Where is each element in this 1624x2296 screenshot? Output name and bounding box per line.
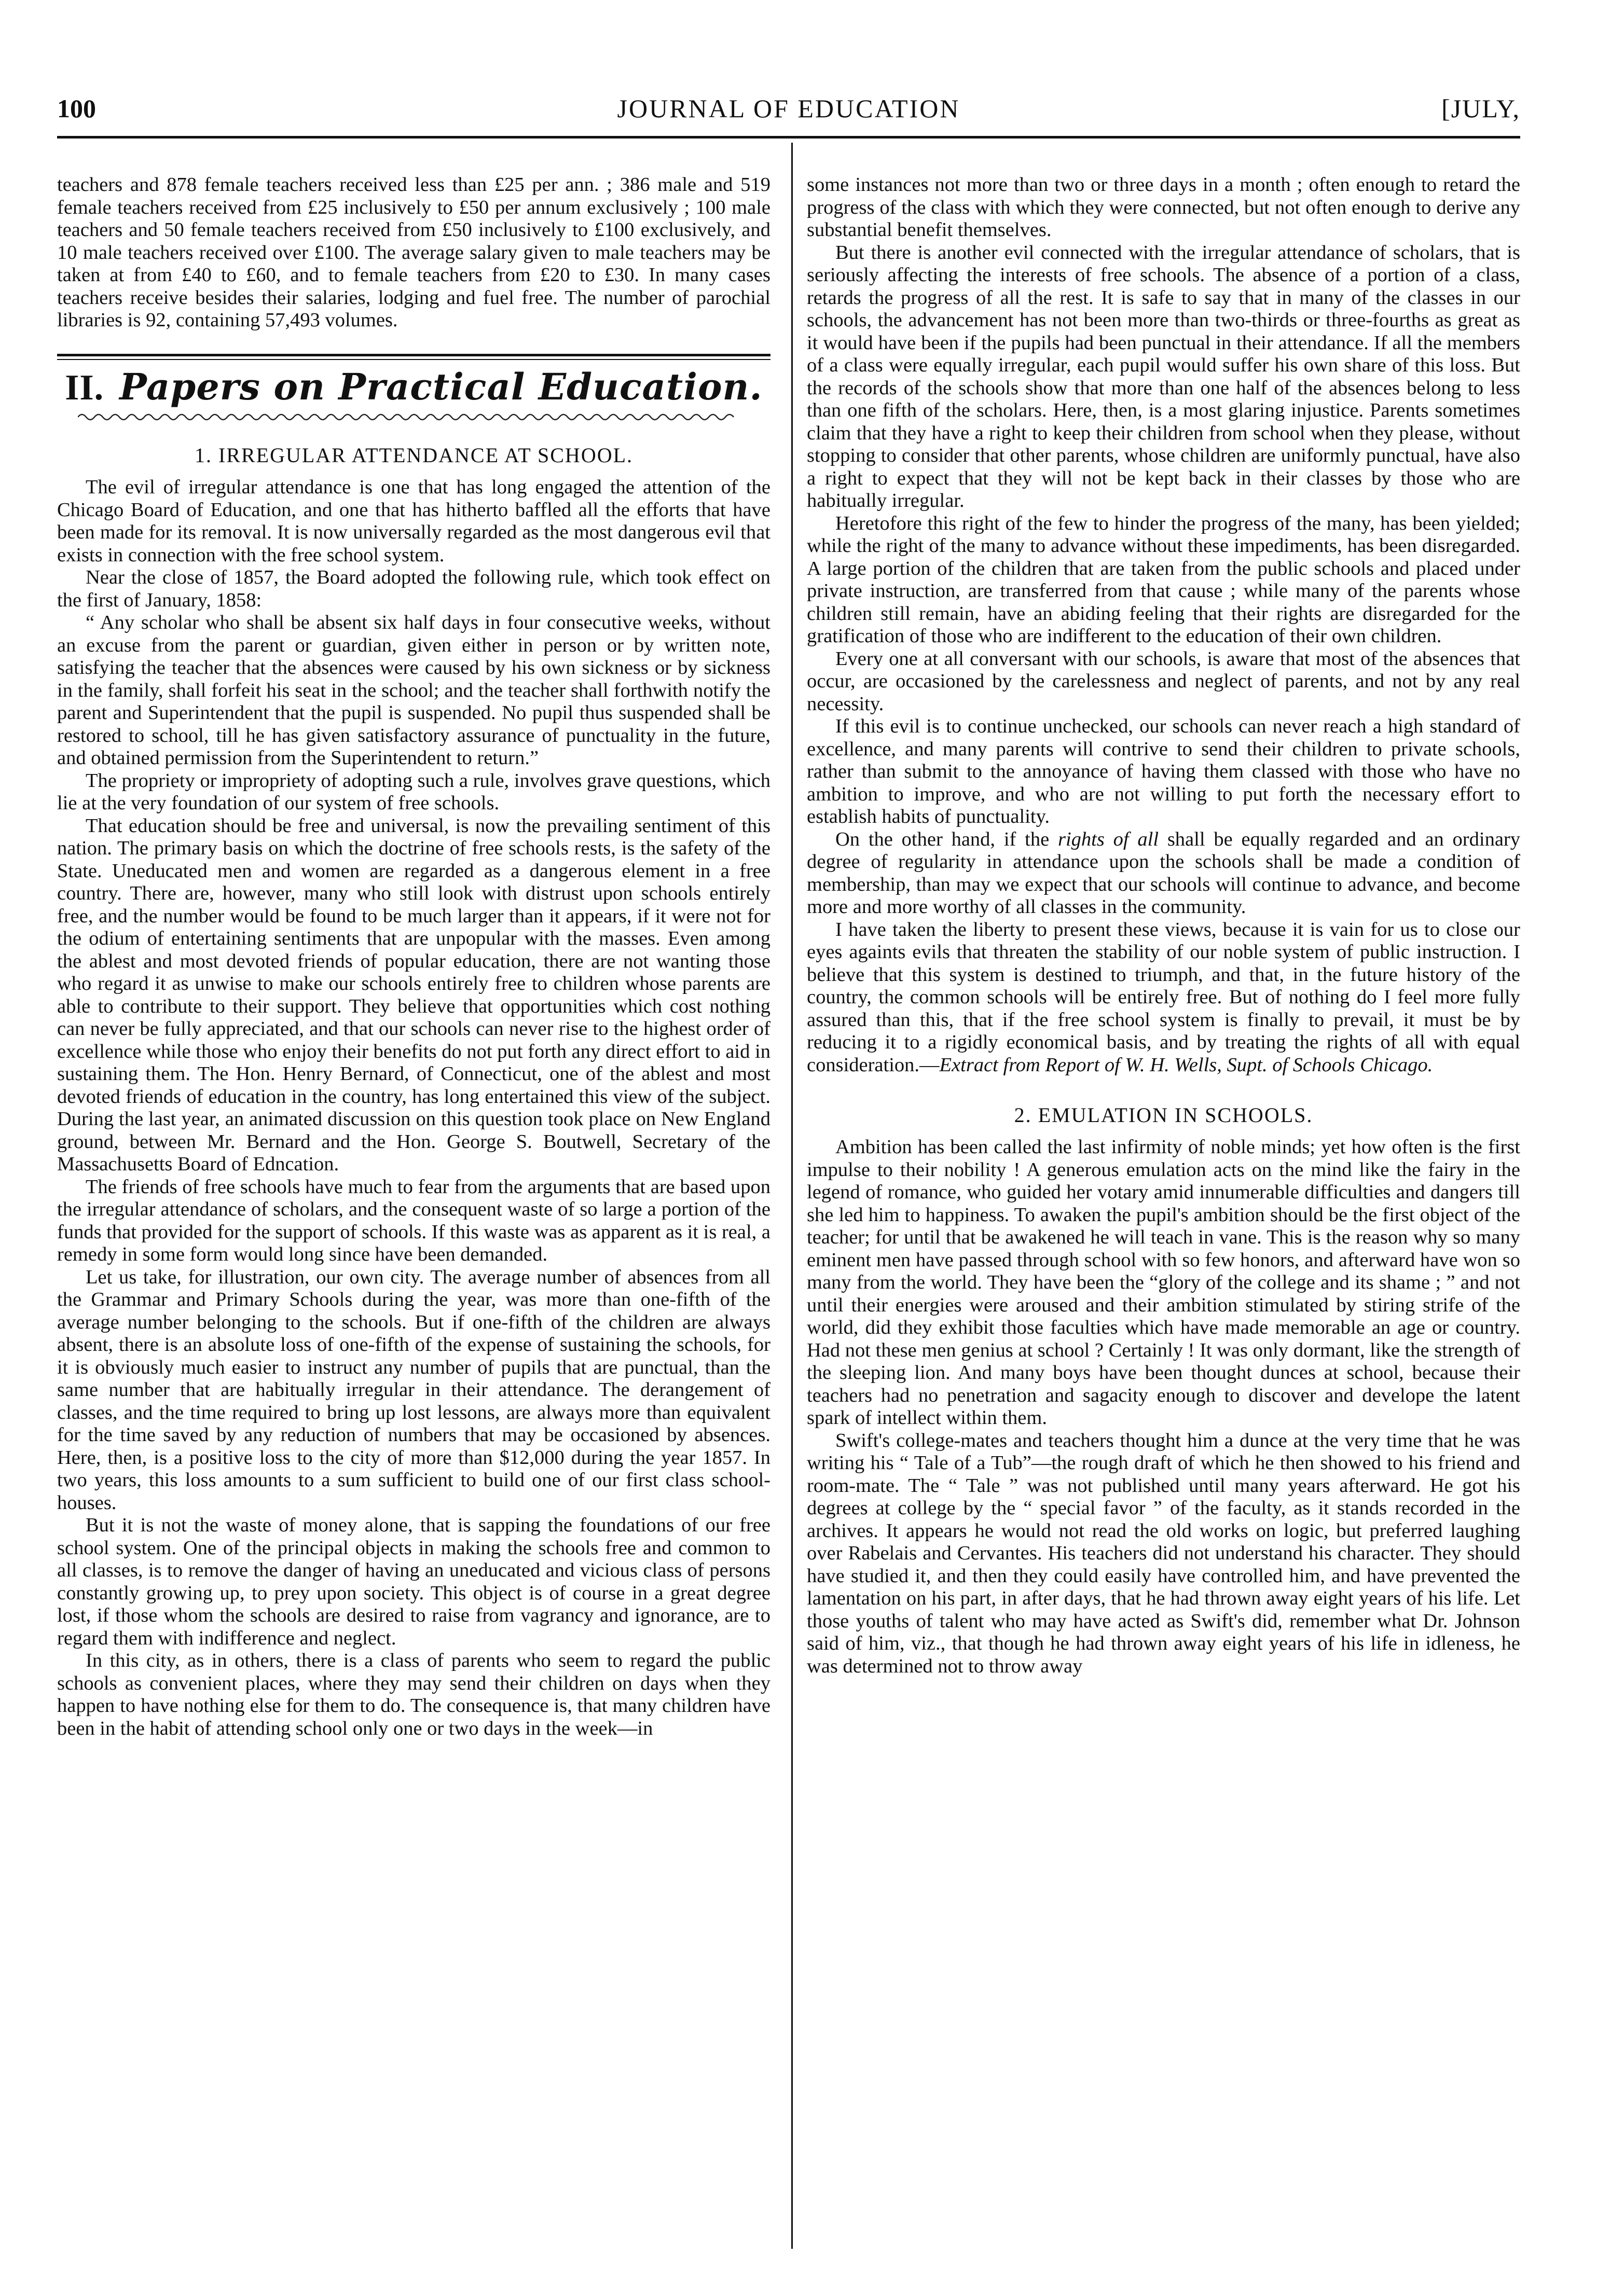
paragraph: Heretofore this right of the few to hinder the progress of the many, has been yielded; while the right of the many to advance without these impediments, has been disregarded. A large portion of the children that are taken from the public schools and placed under private instruction, are transferred from that cause ; while many of the parents whose children still remain, have an abiding feeling that their rights are disregarded for the gratification of those who are indifferent to the education of their own children. [807, 512, 1520, 647]
article-heading-emulation: 2. EMULATION IN SCHOOLS. [1014, 1103, 1313, 1127]
issue-month: [JULY, [1441, 94, 1520, 123]
paragraph: But it is not the waste of money alone, that is sapping the foundations of our free school system. One of the principal objects in making the schools free and common to all classes, is to remove the danger of having an uneducated and vicious class of persons constantly growing up, to prey upon society. This object is of course in a great degree lost, if those whom the schools are desired to raise from vagrancy and ignorance, are to regard them with indifference and neglect. [57, 1514, 770, 1649]
text-run: I have taken the liberty to present these views, because it is vain for us to close our eyes againts evils that threaten the stability of our noble system of public instruction. I believe that this system is destined to triumph, and that, in the future history of the country, the common schools will be entirely free. But of nothing do I feel more fully assured than this, that if the free school system is finally to prevail, it must be by reducing it to a rigidly economical basis, and by treating the rights of all with equal consideration.— [807, 918, 1520, 1076]
paragraph-liberty [807, 919, 1520, 1077]
paragraph: That education should be free and universal, is now the prevailing sentiment of this nation. The primary basis on which the doctrine of free schools rests, is the safety of the State. Uneducated men and women are regarded as a dangerous element in a free country. There are, however, many who still look with distrust upon schools entirely free, and the number would be found to be much larger than it appears, if it were not for the odium of entertaining sentiments that are unpopular with the masses. Even among the ablest and most devoted friends of popular education, there are not wanting those who regard it as unwise to make our schools entirely free to children whose parents are able to contribute to their support. They believe that opportunities which cost nothing can never be fully appreciated, and that our schools can never rise to the highest order of excellence while those who enjoy their benefits do not put forth any direct effort to aid in sustaining them. The Hon. Henry Bernard, of Connecticut, one of the ablest and most devoted friends of education in the country, has long entertained this view of the subject. During the last year, an animated discussion on this question took place on New England ground, between Mr. Bernard and the Hon. George S. Boutwell, Secretary of the Massachusetts Board of Edncation. [57, 814, 770, 1175]
right-column [807, 174, 1520, 1678]
paragraph: But there is another evil connected with the irregular attendance of scholars, that is seriously affecting the interests of free schools. The absence of a portion of a class, retards the progress of all the rest. It is safe to say that in many of the classes in our schools, the advancement has not been more than two-thirds or three-fourths as great as it would have been if the pupils had been punctual in their attendance. If all the members of a class were equally irregular, each pupil would suffer his own share of this loss. But the records of the schools show that more than one half of the absences belong to less than one fifth of the scholars. Here, then, is a most glaring injustice. Parents sometimes claim that they have a right to keep their children from school when they please, without stopping to consider that other parents, whose children are uniformly punctual, have also a right to expect that they will not be kept back in their classes by those who are habitually irregular. [807, 241, 1520, 511]
paragraph-rights-of-all [807, 828, 1520, 919]
article-heading-irregular-attendance: 1. IRREGULAR ATTENDANCE AT SCHOOL. [194, 444, 634, 467]
wavy-divider [78, 411, 750, 423]
page-header [57, 93, 1520, 135]
text-run: shall be equally regarded and an ordinary degree of regularity in attendance upon the schools shall be made a condition of membership, than may we expect that our schools will continue to advance, and become more and more worthy of all classes in the community. [807, 828, 1520, 918]
quoted-rule: “ Any scholar who shall be absent six half days in four consecutive weeks, without an excuse from the parent or guardian, given either in person or by written note, satisfying the teacher that the absences were caused by his own sickness or by sickness in the family, shall forfeit his seat in the school; and the teacher shall forthwith notify the parent and Superintendent that the pupil is suspended. No pupil thus suspended shall be restored to school, till he has given satisfactory assurance of punctuality in the future, and obtained permission from the Superintendent to return.” [57, 612, 770, 769]
journal-title: JOURNAL OF EDUCATION [617, 94, 960, 123]
section-number: II. [65, 367, 104, 408]
paragraph: If this evil is to continue unchecked, our schools can never reach a high standard of excellence, and many parents will contrive to send their children to private schools, rather than submit to the annoyance of having them classed with those who have no ambition to improve, and who are not willing to put forth the necessary effort to establish habits of punctuality. [807, 715, 1520, 827]
paragraph-continued: some instances not more than two or three days in a month ; often enough to retard the progress of the class with which they were connected, but not often enough to derive any substantial benefit themselves. [807, 174, 1520, 241]
section-title [57, 366, 770, 408]
paragraph: The evil of irregular attendance is one that has long engaged the attention of the Chicago Board of Education, and one that has hitherto baffled all the efforts that have been made for its removal. It is now universally regarded as the most dangerous evil that exists in connection with the free school system. [57, 476, 770, 566]
paragraph: The propriety or impropriety of adopting such a rule, involves grave questions, which lie at the very foundation of our system of free schools. [57, 769, 770, 814]
section-heading [57, 354, 770, 434]
column-divider [791, 143, 793, 2249]
paragraph: Every one at all conversant with our schools, is aware that most of the absences that occur, are occasioned by the carelessness and neglect of parents, and not by any real necessity. [807, 647, 1520, 715]
section-rule-thin [57, 359, 770, 360]
paragraph: The friends of free schools have much to fear from the arguments that are based upon the irregular attendance of scholars, and the consequent waste of so large a portion of the funds that provided for the support of schools. If this waste was as apparent as it is real, a remedy in some form would long since have been demanded. [57, 1175, 770, 1266]
italic-run: rights of all [1057, 828, 1159, 850]
paragraph: Ambition has been called the last infirmity of noble minds; yet how often is the first impulse to their nobility ! A generous emulation acts on the mind like the fairy in the legend of romance, who guided her votary amid innumerable difficulties and dangers till she led him to happiness. To awaken the pupil's ambition should be the first object of the teacher; for until that be awakened he will teach in vane. This is the reason why so many eminent men have passed through school with so few honors, and afterward have won so many from the world. They have been the “glory of the college and its shame ; ” and not until their energies were aroused and their ambition stimulated by stiring strife of the world, did they exhibit those faculties which have made memorable an age or country. Had not these men genius at school ? Certainly ! It was only dormant, like the strength of the sleeping lion. And many boys have been thought dunces at school, because their teachers had no penetration and sagacity enough to discover and develope the latent spark of intellect within them. [807, 1136, 1520, 1429]
paragraph: In this city, as in others, there is a class of parents who seem to regard the public schools as convenient places, where they may send their children on days when they happen to have nothing else for them to do. The consequence is, that many children have been in the habit of attending school only one or two days in the week—in [57, 1650, 770, 1739]
paragraph: Swift's college-mates and teachers thought him a dunce at the very time that he was writing his “ Tale of a Tub”—the rough draft of which he then showed to his friend and room-mate. The “ Tale ” was not published until many years afterward. He got his degrees at college by the “ special favor ” of the faculty, as it stands recorded in the archives. It appears he would not read the old works on logic, but preferred laughing over Rabelais and Cervantes. His teachers did not understand his character. They should have studied it, and then they could easily have controlled him, and have prevented the lamentation on his part, in after days, that he had thrown away eight years of his life. Let those youths of talent who may have acted as Swift's did, remember what Dr. Johnson said of him, viz., that though he had thrown away eight years of his life in idleness, he was determined not to throw away [807, 1429, 1520, 1677]
left-column [57, 174, 770, 1740]
intro-paragraph: teachers and 878 female teachers received less than £25 per ann. ; 386 male and 519 female teachers received from £25 inclusively to £50 per annum exclusively ; 100 male teachers and 50 female teachers received from £50 inclusively to £100 exclusively, and 10 male teachers received over £100. The average salary given to male teachers may be taken at from £40 to £60, and to female teachers from £20 to £30. In many cases teachers receive besides their salaries, lodging and fuel free. The number of parochial libraries is 92, containing 57,493 volumes. [57, 174, 770, 331]
paragraph: Near the close of 1857, the Board adopted the following rule, which took effect on the first of January, 1858: [57, 566, 770, 611]
page-number: 100 [57, 94, 96, 123]
text-run: On the other hand, if the [835, 828, 1058, 850]
source-citation: Extract from Report of W. H. Wells, Supt. of Schools Chicago. [939, 1054, 1433, 1076]
header-rule [57, 136, 1520, 139]
section-title-text: Papers on Practical Education. [119, 365, 763, 408]
paragraph: Let us take, for illustration, our own city. The average number of absences from all the Grammar and Primary Schools during the year, was more than one-fifth of the average number belonging to the schools. But if one-fifth of the children are always absent, there is an absolute loss of one-fifth of the expense of sustaining the schools, for it is obviously much easier to instruct any number of pupils that are punctual, than the same number that are habitually irregular in their attendance. The derangement of classes, and the time required to bring up lost lessons, are always more than equivalent for the time saved by any reduction of numbers that may be occasioned by absences. Here, then, is a positive loss to the city of more than $12,000 during the year 1857. In two years, this loss amounts to a sum sufficient to build one of our first class school-houses. [57, 1266, 770, 1514]
section-rule-thick [57, 354, 770, 356]
